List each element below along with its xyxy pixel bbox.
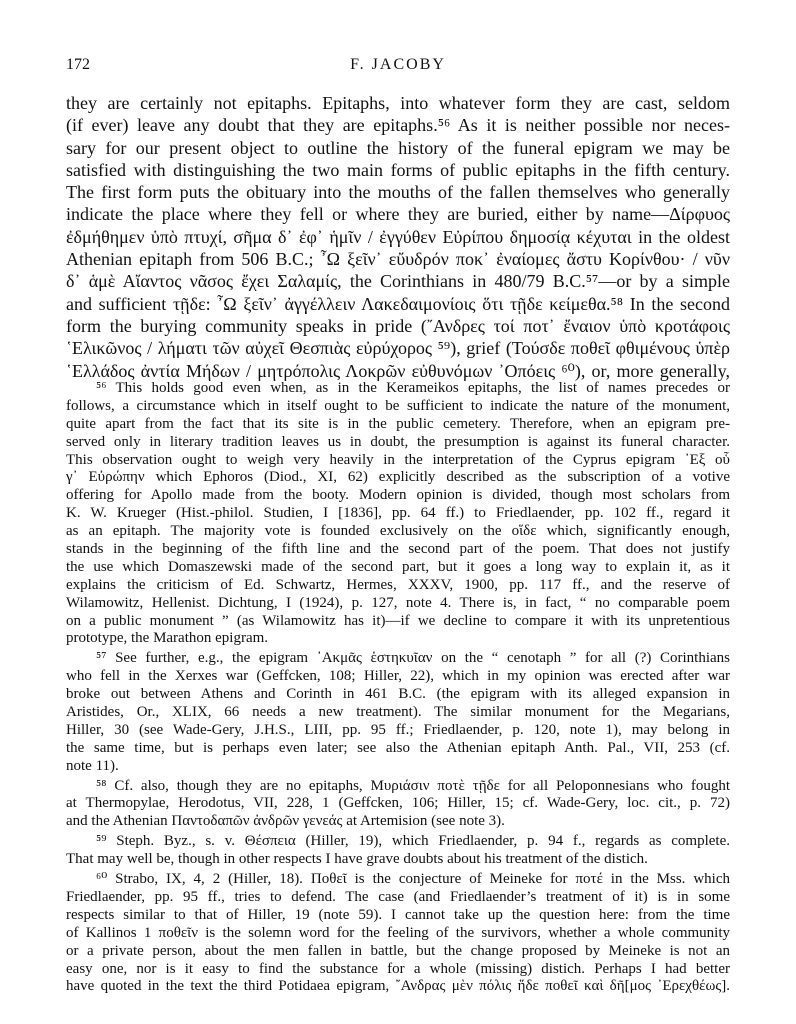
footnote-line: ⁵⁷ See further, e.g., the epigram ᾿Ακμᾶς ἑστηκυῖαν on the “ cenotaph ” for all (?) Corinthians [96, 650, 730, 667]
footnote-line: or a private person, about the men fallen in battle, but the change proposed by Meineke is not an [66, 942, 730, 959]
footnote-58 [66, 778, 730, 832]
footnote-line: of Kallinos 1 ποθεῖν is the solemn word for the feeling of the survivors, whether a whole community [66, 924, 730, 941]
main-text-line: ἐδμήθημεν ὑπὸ πτυχί, σῆμα δ᾽ ἐφ᾽ ἡμῖν / ἐγγύθεν Εὐρίπου δημοσίᾳ κέχυται in the oldest [66, 226, 730, 247]
footnote-line: and the Athenian Παντοδαπῶν ἀνδρῶν γενεάς at Artemision (see note 3). [66, 813, 505, 830]
footnote-line: ⁵⁸ Cf. also, though they are no epitaphs, Μυριάσιν ποτὲ τῇδε for all Peloponnesians who fought [96, 777, 730, 794]
footnote-line: follows, a circumstance which in itself ought to be sufficient to indicate the nature of the monument, [66, 397, 730, 414]
footnote-line: easy one, nor is it easy to find the substance for a whole (missing) distich. Perhaps I had better [66, 960, 730, 977]
main-text-line: Athenian epitaph from 506 B.C.; ῏Ω ξεῖν᾽ εὔυδρόν ποκ᾽ ἐναίομες ἄστυ Κορίνθου· / νῦν [66, 249, 730, 270]
footnote-line: That may well be, though in other respects I have grave doubts about his treatment of the distich. [66, 851, 648, 868]
main-text-line: indicate the place where they fell or where they are buried, either by name—Δίρφυος [66, 204, 730, 225]
footnote-line: ⁶⁰ Strabo, IX, 4, 2 (Hiller, 18). Ποθεῖ is the conjecture of Meineke for ποτέ in the Mss. which [96, 871, 730, 888]
footnote-line: ⁵⁶ This holds good even when, as in the Kerameikos epitaphs, the list of names precedes or [96, 380, 730, 396]
main-text [66, 92, 730, 382]
main-text-line: they are certainly not epitaphs. Epitaphs, into whatever form they are cast, seldom [66, 93, 730, 113]
page-header [66, 56, 730, 82]
footnote-line: broke out between Athens and Corinth in 461 B.C. (the epigram with its alleged expansion in [66, 686, 730, 703]
page-number: 172 [66, 56, 90, 73]
footnote-line: Aristides, Or., XLIX, 66 needs a new treatment). The similar monument for the Megarians, [66, 704, 730, 721]
footnote-line: This observation ought to weigh very heavily in the interpretation of the Cyprus epigram ᾿Εξ οὗ [66, 451, 730, 468]
main-text-line: ῾Ελικῶνος / λήματι τῶν αὐχεῖ Θεσπιὰς εὐρύχορος ⁵⁹), grief (Τούσδε ποθεῖ φθιμένους ὑπὲρ [66, 338, 730, 359]
footnote-60 [66, 871, 730, 996]
running-head: F. JACOBY [350, 56, 446, 73]
footnote-line: Wilamowitz, Hellenist. Dichtung, I (1924), p. 127, note 4. There is, in fact, “ no comparable poem [66, 594, 730, 611]
footnote-line: Friedlaender, pp. 95 ff., tries to defend. The case (and Friedlaender’s treatment of it) is in some [66, 888, 730, 905]
footnote-line: the use which Domaszewski made of the second part, but it goes a long way to explain it, as it [66, 558, 730, 575]
footnote-line: on a public monument ” (as Wilamowitz has it)—if we decline to compare it with its unpretentious [66, 612, 730, 629]
main-text-line: satisfied with distinguishing the two main forms of public epitaphs in the fifth century. [66, 159, 730, 180]
footnote-line: the same time, but is perhaps even later; see also the Athenian epitaph Anth. Pal., VII, 253 (cf. [66, 739, 730, 756]
footnote-line: note 11). [66, 757, 119, 774]
footnote-line: γ᾽ Εὐρώπην which Ephoros (Diod., XI, 62) explicitly described as the subscription of a votive [66, 469, 730, 486]
main-text-line: sary for our present object to outline the history of the funeral epigram we may be [66, 137, 730, 158]
footnote-line: at Thermopylae, Herodotus, VII, 228, 1 (Geffcken, 106; Hiller, 15; cf. Wade-Gery, loc. cit., p. 72) [66, 795, 730, 812]
main-text-line: and sufficient τῇδε: ῏Ω ξεῖν᾽ ἀγγέλλειν Λακεδαιμονίοις ὅτι τῇδε κείμεθα.⁵⁸ In the second [66, 293, 730, 314]
main-text-line: δ᾽ ἁμὲ Αἴαντος νᾶσος ἔχει Σαλαμίς, the Corinthians in 480/79 B.C.⁵⁷—or by a simple [66, 271, 730, 292]
footnote-line: explains the criticism of Ed. Schwartz, Hermes, XXXV, 1900, pp. 117 ff., and the reserve of [66, 576, 730, 593]
footnote-line: offering for Apollo made from the booty. Modern opinion is divided, though most scholars from [66, 487, 730, 504]
footnote-56 [66, 380, 730, 648]
footnote-line: who fell in the Xerxes war (Geffcken, 108; Hiller, 22), which in my opinion was erected after war [66, 668, 730, 685]
main-text-line: form the burying community speaks in pride (῎Ανδρες τοί ποτ᾽ ἔναιον ὑπὸ κροτάφοις [66, 315, 730, 336]
main-text-line: (if ever) leave any doubt that they are epitaphs.⁵⁶ As it is neither possible nor neces- [66, 115, 730, 136]
footnote-line: quite apart from the fact that its site is in the public cemetery. Therefore, when an epigram pre- [66, 415, 730, 432]
footnote-line: prototype, the Marathon epigram. [66, 630, 269, 647]
footnote-59 [66, 833, 730, 869]
main-text-line: The first form puts the obituary into the mouths of the fallen themselves who generally [66, 182, 730, 203]
footnote-line: Hiller, 30 (see Wade-Gery, J.H.S., LIII, pp. 95 ff.; Friedlaender, p. 120, note 1), may belong in [66, 721, 730, 738]
footnote-line: stands in the beginning of the fifth line and the second part of the poem. That does not justify [66, 541, 730, 558]
main-text-line: ῾Ελλάδος ἀντία Μήδων / μητρόπολις Λοκρῶν εὐθυνόμων ᾿Οπόεις ⁶⁰), or, more generally, [66, 360, 730, 381]
footnote-57 [66, 650, 730, 775]
footnote-line: respects similar to that of Hiller, 19 (note 59). I cannot take up the question here: from the time [66, 906, 730, 923]
footnotes [66, 380, 730, 996]
footnote-line: as an epitaph. The majority vote is founded exclusively on the οἵδε which, significantly enough, [66, 523, 730, 540]
footnote-line: K. W. Krueger (Hist.-philol. Studien, I [1836], pp. 64 ff.) to Friedlaender, pp. 102 ff., regard it [66, 505, 730, 522]
footnote-line: ⁵⁹ Steph. Byz., s. v. Θέσπεια (Hiller, 19), which Friedlaender, p. 94 f., regards as complete. [96, 833, 730, 850]
footnote-line: served only in literary tradition leaves us in doubt, the presumption is against its funeral character. [66, 433, 730, 450]
footnote-line: have quoted in the text the third Potidaea epigram, ῎Ανδρας μὲν πόλις ἥδε ποθεῖ καὶ δῆ[μος ᾿Ερεχθέως]. [66, 978, 730, 995]
